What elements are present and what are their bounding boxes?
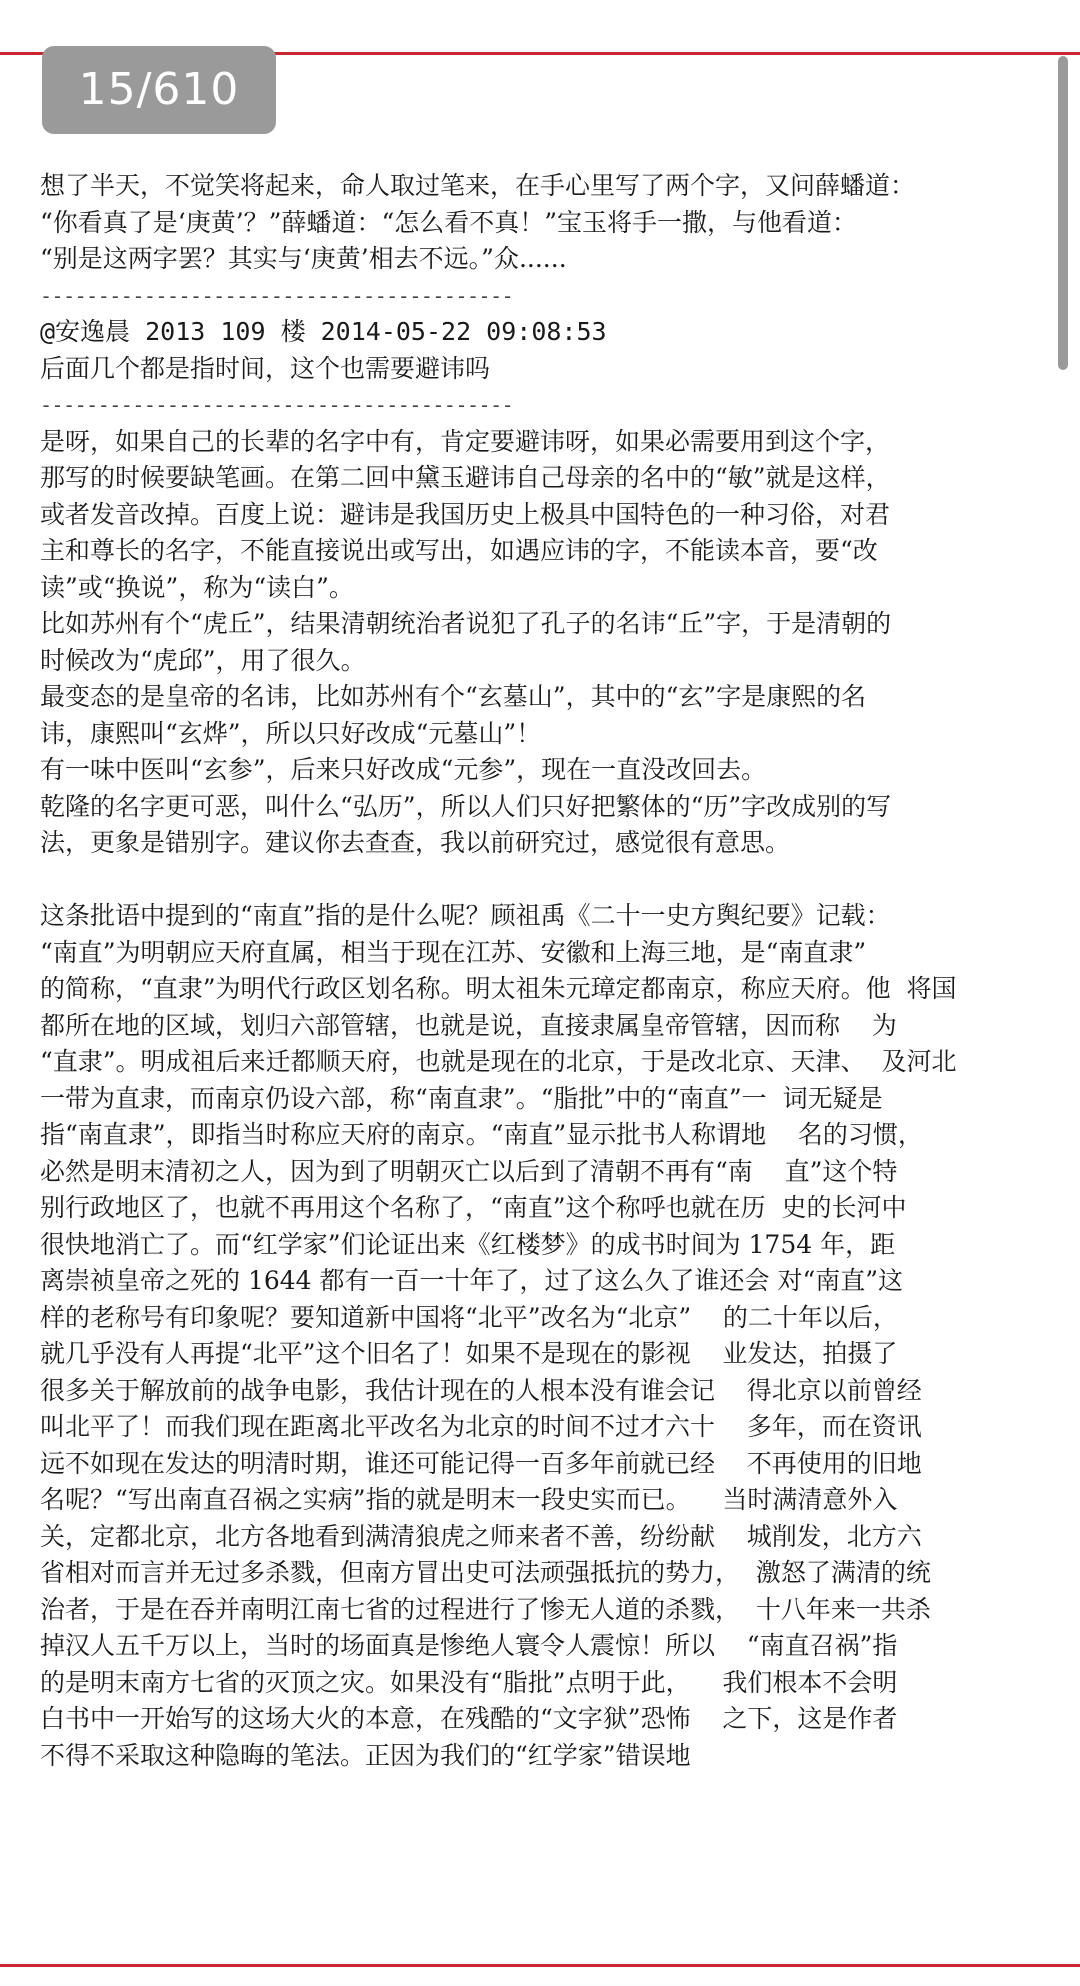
article-line: 必然是明末清初之人，因为到了明朝灭亡以后到了清朝不再有“南 直”这个特 (40, 1156, 898, 1186)
quote-line: 想了半天，不觉笑将起来，命人取过笔来，在手心里写了两个字，又问薛蟠道： (40, 171, 916, 200)
article-line: 很多关于解放前的战争电影，我估计现在的人根本没有谁会记 得北京以前曾经 (40, 1375, 922, 1405)
article-line: 省相对而言并无过多杀戮，但南方冒出史可法顽强抵抗的势力， 激怒了满清的统 (40, 1558, 931, 1587)
answer-paragraph (40, 424, 1070, 862)
article-line: 名呢？“写出南直召祸之实病”指的就是明末一段史实而已。 当时满清意外入 (40, 1485, 898, 1514)
article-line: 就几乎没有人再提“北平”这个旧名了！如果不是现在的影视 业发达，拍摄了 (40, 1339, 898, 1368)
divider: ----------------------------------------- (40, 393, 514, 417)
answer-line: 主和尊长的名字，不能直接说出或写出，如遇应讳的字，不能读本音，要“改 (40, 536, 878, 565)
quote-line: “你看真了是‘庚黄’？”薛蟠道：“怎么看不真！”宝玉将手一撒，与他看道： (40, 207, 858, 237)
answer-line: 法，更象是错别字。建议你去查查，我以前研究过，感觉很有意思。 (40, 828, 791, 857)
article-line: 掉汉人五千万以上，当时的场面真是惨绝人寰令人震惊！所以 “南直召祸”指 (40, 1631, 898, 1660)
article-line: 指“南直隶”，即指当时称应天府的南京。“南直”显示批书人称谓地 名的习惯， (40, 1120, 923, 1149)
answer-line: 或者发音改掉。百度上说：避讳是我国历史上极具中国特色的一种习俗，对君 (40, 499, 891, 529)
paragraph-gap (40, 862, 1070, 899)
article-line: 很快地消亡了。而“红学家”们论证出来《红楼梦》的成书时间为 1754 年，距 (40, 1229, 896, 1259)
article-line: 远不如现在发达的明清时期，谁还可能记得一百多年前就已经 不再使用的旧地 (40, 1448, 922, 1478)
answer-line: 讳，康熙叫“玄烨”，所以只好改成“元墓山”！ (40, 718, 542, 748)
page-indicator[interactable]: 15/610 (42, 46, 276, 134)
answer-line: 比如苏州有个“虎丘”，结果清朝统治者说犯了孔子的名讳“丘”字，于是清朝的 (40, 609, 892, 638)
article-line: 一带为直隶，而南京仍设六部，称“南直隶”。“脂批”中的“南直”一 词无疑是 (40, 1083, 883, 1113)
article-line: 叫北平了！而我们现在距离北平改名为北京的时间不过才六十 多年，而在资讯 (40, 1412, 922, 1441)
article-line: 样的老称号有印象呢？要知道新中国将“北平”改名为“北京” 的二十年以后， (40, 1302, 898, 1332)
article-line: 白书中一开始写的这场大火的本意，在残酷的“文字狱”恐怖 之下，这是作者 (40, 1704, 898, 1733)
answer-line: 时候改为“虎邱”，用了很久。 (40, 645, 366, 675)
answer-line: 有一味中医叫“玄参”，后来只好改成“元参”，现在一直没改回去。 (40, 755, 767, 784)
article-paragraph (40, 898, 1070, 1774)
reply-question: 后面几个都是指时间，这个也需要避讳吗 (40, 353, 491, 383)
article-line: 治者，于是在吞并南明江南七省的过程进行了惨无人道的杀戮， 十八年来一共杀 (40, 1594, 931, 1624)
quote-block (40, 168, 1070, 278)
article-line: 别行政地区了，也就不再用这个名称了，“南直”这个称呼也就在历 史的长河中 (40, 1193, 907, 1222)
article-line: 不得不采取这种隐晦的笔法。正因为我们的“红学家”错误地 (40, 1740, 691, 1770)
article-line: “南直”为明朝应天府直属，相当于现在江苏、安徽和上海三地，是“南直隶” (40, 937, 867, 967)
article-line: “直隶”。明成祖后来迁都顺天府，也就是现在的北京，于是改北京、天津、 及河北 (40, 1047, 957, 1076)
answer-line: 是呀，如果自己的长辈的名字中有，肯定要避讳呀，如果必需要用到这个字， (40, 426, 891, 456)
reply-header: @安逸晨 2013 109 楼 2014-05-22 09:08:53 (40, 317, 607, 346)
article-line: 都所在地的区域，划归六部管辖，也就是说，直接隶属皇帝管辖，因而称 为 (40, 1010, 897, 1040)
answer-line: 最变态的是皇帝的名讳，比如苏州有个“玄墓山”，其中的“玄”字是康熙的名 (40, 682, 867, 711)
divider: ----------------------------------------- (40, 283, 514, 308)
page-content (40, 168, 1070, 1774)
answer-line: 读”或“换说”，称为“读白”。 (40, 572, 354, 602)
quote-line: “别是这两字罢？其实与‘庚黄’相去不远。”众...... (40, 244, 567, 273)
answer-line: 乾隆的名字更可恶，叫什么“弘历”，所以人们只好把繁体的“历”字改成别的写 (40, 791, 892, 821)
article-line: 离崇祯皇帝之死的 1644 都有一百一十年了，过了这么久了谁还会 对“南直”这 (40, 1266, 904, 1295)
article-line: 的简称，“直隶”为明代行政区划名称。明太祖朱元璋定都南京，称应天府。他 将国 (40, 974, 957, 1003)
article-line: 关，定都北京，北方各地看到满清狼虎之师来者不善，纷纷献 城削发，北方六 (40, 1521, 922, 1551)
article-line: 的是明末南方七省的灭顶之灾。如果没有“脂批”点明于此， 我们根本不会明 (40, 1667, 898, 1697)
answer-line: 那写的时候要缺笔画。在第二回中黛玉避讳自己母亲的名中的“敏”就是这样， (40, 463, 891, 492)
article-line: 这条批语中提到的“南直”指的是什么呢？顾祖禹《二十一史方舆纪要》记载： (40, 901, 891, 930)
bottom-rule (0, 1964, 1080, 1967)
